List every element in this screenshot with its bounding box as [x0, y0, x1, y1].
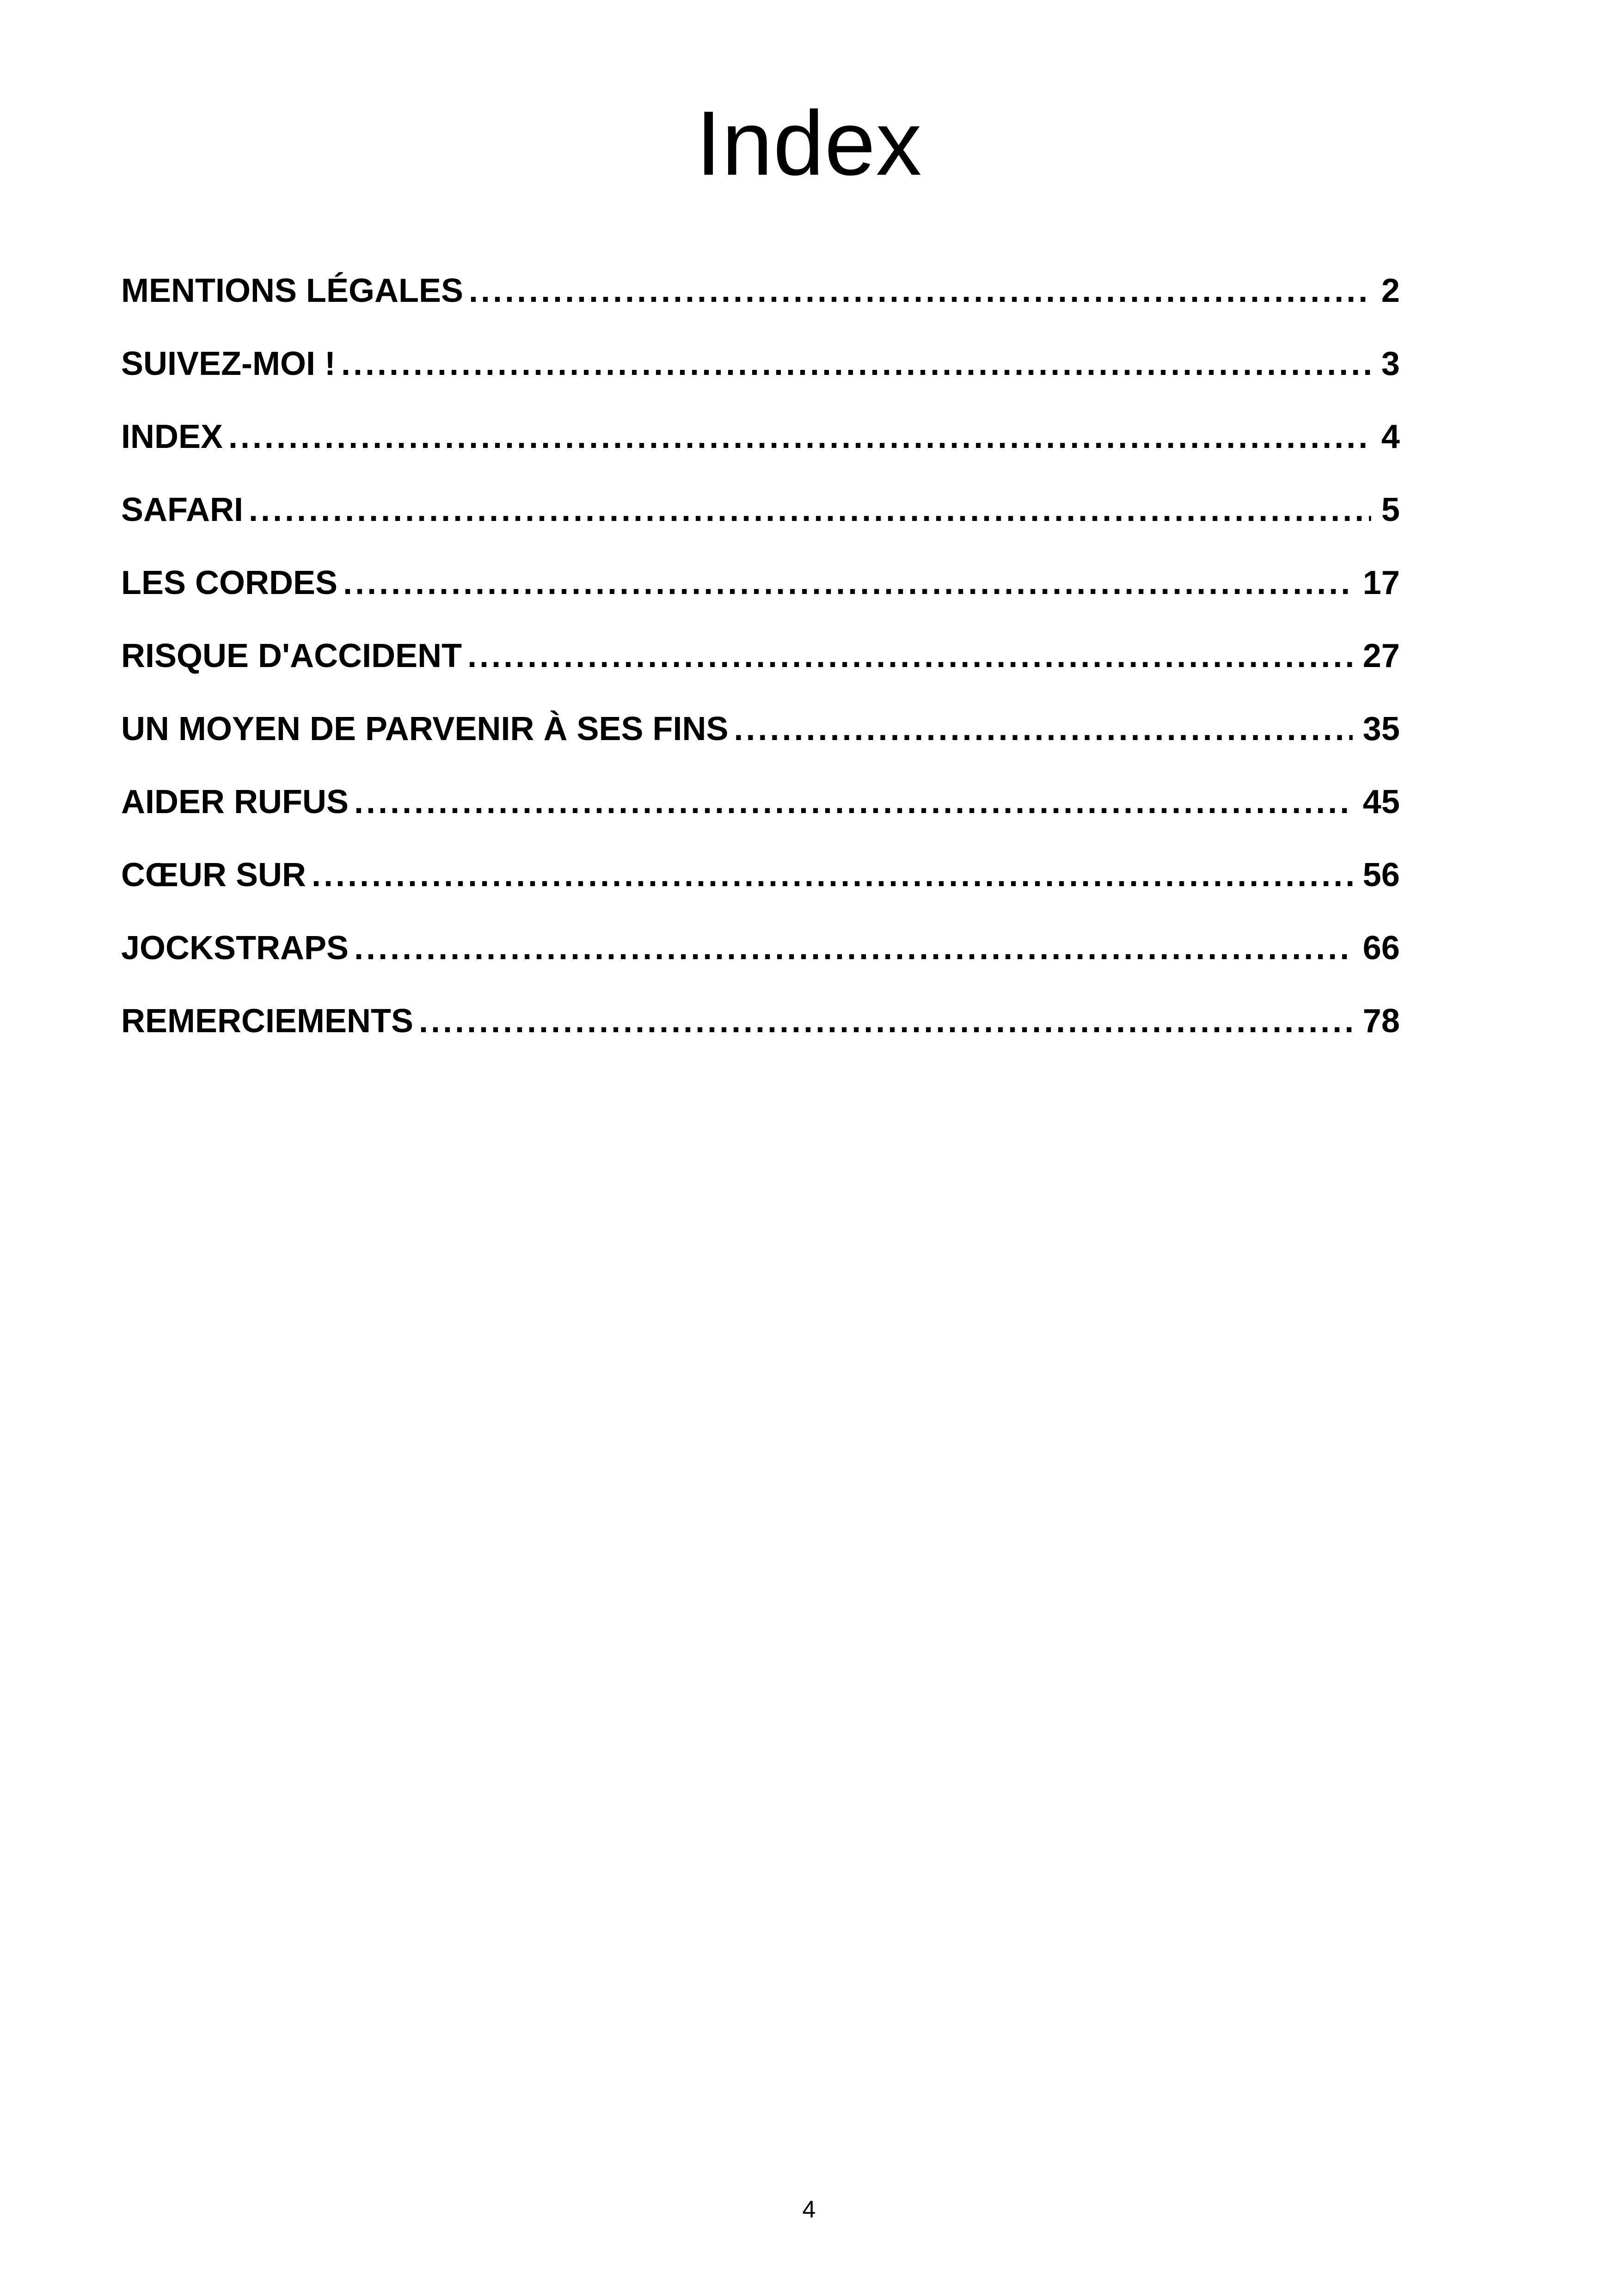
dot-leader — [467, 631, 1353, 681]
toc-entry-page: 35 — [1362, 710, 1400, 747]
dot-leader — [469, 266, 1371, 316]
toc-entry-page: 45 — [1362, 784, 1400, 820]
toc-entry[interactable] — [121, 339, 1400, 412]
toc-entry-label: SAFARI — [121, 491, 244, 528]
toc-entry[interactable] — [121, 850, 1400, 923]
toc-entry-page: 27 — [1362, 637, 1400, 674]
toc-entry[interactable] — [121, 777, 1400, 850]
toc-entry-label: JOCKSTRAPS — [121, 930, 349, 967]
toc-entry-label: UN MOYEN DE PARVENIR À SES FINS — [121, 710, 729, 747]
toc-entry-page: 3 — [1381, 345, 1400, 382]
toc-entry-label: RISQUE D'ACCIDENT — [121, 637, 462, 674]
toc-entry-page: 17 — [1362, 564, 1400, 601]
dot-leader — [341, 339, 1371, 389]
toc-entry-label: CŒUR SUR — [121, 857, 306, 894]
toc-entry[interactable] — [121, 923, 1400, 996]
toc-entry[interactable] — [121, 558, 1400, 631]
dot-leader — [419, 996, 1353, 1046]
toc-entry-page: 5 — [1381, 491, 1400, 528]
toc-entry[interactable] — [121, 996, 1400, 1069]
dot-leader — [249, 485, 1371, 535]
toc-entry-label: SUIVEZ-MOI ! — [121, 345, 336, 382]
toc-entry[interactable] — [121, 485, 1400, 558]
dot-leader — [734, 704, 1353, 754]
toc-entry-page: 66 — [1362, 930, 1400, 967]
toc-entry-label: MENTIONS LÉGALES — [121, 272, 464, 309]
toc-entry[interactable] — [121, 704, 1400, 777]
toc-entry-label: AIDER RUFUS — [121, 784, 349, 820]
page-title: Index — [696, 92, 922, 194]
toc-entry-label: LES CORDES — [121, 564, 338, 601]
toc-entry-page: 4 — [1381, 418, 1400, 455]
table-of-contents — [121, 266, 1400, 1069]
dot-leader — [228, 412, 1371, 462]
toc-entry-label: REMERCIEMENTS — [121, 1003, 414, 1040]
toc-entry-page: 2 — [1381, 272, 1400, 309]
toc-entry[interactable] — [121, 266, 1400, 339]
toc-entry[interactable] — [121, 412, 1400, 485]
toc-entry[interactable] — [121, 631, 1400, 704]
toc-entry-label: INDEX — [121, 418, 223, 455]
toc-entry-page: 56 — [1362, 857, 1400, 894]
toc-entry-page: 78 — [1362, 1003, 1400, 1040]
dot-leader — [343, 558, 1353, 608]
dot-leader — [312, 850, 1353, 900]
dot-leader — [354, 923, 1353, 973]
dot-leader — [354, 777, 1353, 827]
page-number: 4 — [802, 2196, 816, 2223]
